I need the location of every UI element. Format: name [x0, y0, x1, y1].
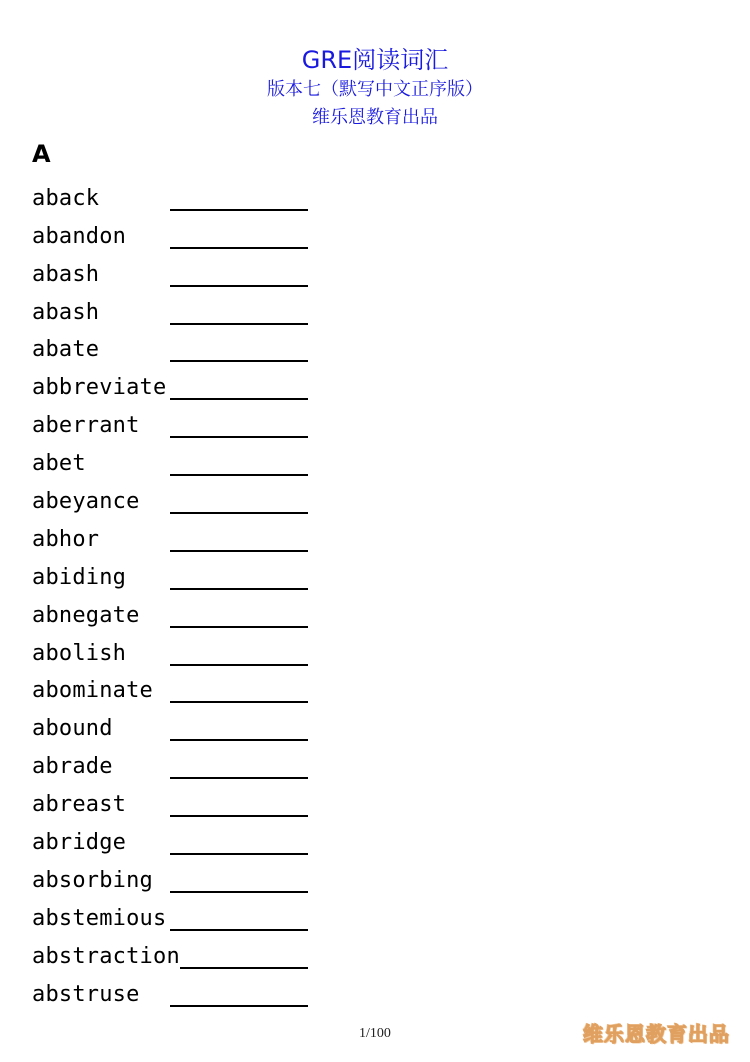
- watermark-logo: 维乐恩教育出品: [583, 1022, 730, 1046]
- answer-blank-line: [170, 246, 308, 249]
- answer-blank-line: [170, 776, 308, 779]
- answer-blank-line: [170, 738, 308, 741]
- vocabulary-row: [32, 404, 308, 442]
- vocabulary-row: [32, 935, 308, 973]
- vocabulary-word: abnegate: [32, 602, 140, 628]
- vocabulary-row: [32, 670, 308, 708]
- answer-blank-line: [170, 700, 308, 703]
- section-letter: A: [32, 140, 51, 168]
- answer-blank-line: [170, 625, 308, 628]
- document-subtitle: 版本七（默写中文正序版）: [267, 79, 483, 100]
- answer-blank-line: [170, 928, 308, 931]
- vocabulary-word: abreast: [32, 792, 127, 818]
- vocabulary-word: abolish: [32, 640, 127, 666]
- vocabulary-row: [32, 177, 308, 215]
- vocabulary-row: [32, 329, 308, 367]
- vocabulary-word: abbreviate: [32, 375, 167, 401]
- vocabulary-row: [32, 897, 308, 935]
- answer-blank-line: [170, 549, 308, 552]
- answer-blank-line: [170, 359, 308, 362]
- answer-blank-line: [170, 397, 308, 400]
- answer-blank-line: [170, 435, 308, 438]
- document-title: GRE阅读词汇: [301, 46, 449, 74]
- answer-blank-line: [170, 1004, 308, 1007]
- answer-blank-line: [170, 284, 308, 287]
- answer-blank-line: [170, 663, 308, 666]
- answer-blank-line: [170, 814, 308, 817]
- answer-blank-line: [170, 890, 308, 893]
- vocabulary-row: [32, 821, 308, 859]
- vocabulary-word: abate: [32, 337, 100, 363]
- vocabulary-row: [32, 480, 308, 518]
- document-publisher: 维乐恩教育出品: [312, 107, 438, 128]
- answer-blank-line: [170, 208, 308, 211]
- page-number: 1/100: [359, 1026, 391, 1041]
- answer-blank-line: [170, 322, 308, 325]
- vocabulary-word: abiding: [32, 564, 127, 590]
- vocabulary-row: [32, 745, 308, 783]
- vocabulary-word: abstraction: [32, 943, 180, 969]
- vocabulary-word: absorbing: [32, 867, 154, 893]
- vocabulary-word: aberrant: [32, 413, 140, 439]
- vocabulary-row: [32, 594, 308, 632]
- vocabulary-word: abeyance: [32, 489, 140, 515]
- vocabulary-word: abhor: [32, 526, 100, 552]
- vocabulary-row: [32, 783, 308, 821]
- vocabulary-row: [32, 859, 308, 897]
- answer-blank-line: [170, 587, 308, 590]
- vocabulary-word: abandon: [32, 223, 127, 249]
- document-header: [0, 44, 750, 132]
- vocabulary-list: [32, 177, 308, 1011]
- vocabulary-row: [32, 291, 308, 329]
- vocabulary-row: [32, 253, 308, 291]
- answer-blank-line: [170, 852, 308, 855]
- vocabulary-word: abstruse: [32, 981, 140, 1007]
- vocabulary-row: [32, 973, 308, 1011]
- vocabulary-word: abstemious: [32, 905, 167, 931]
- answer-blank-line: [180, 966, 308, 969]
- vocabulary-row: [32, 632, 308, 670]
- vocabulary-word: abash: [32, 299, 100, 325]
- vocabulary-row: [32, 366, 308, 404]
- answer-blank-line: [170, 511, 308, 514]
- vocabulary-word: abrade: [32, 754, 113, 780]
- vocabulary-row: [32, 556, 308, 594]
- vocabulary-row: [32, 518, 308, 556]
- vocabulary-word: aback: [32, 185, 100, 211]
- vocabulary-row: [32, 215, 308, 253]
- answer-blank-line: [170, 473, 308, 476]
- vocabulary-word: abominate: [32, 678, 154, 704]
- vocabulary-word: abet: [32, 451, 86, 477]
- vocabulary-row: [32, 442, 308, 480]
- vocabulary-word: abash: [32, 261, 100, 287]
- vocabulary-row: [32, 707, 308, 745]
- vocabulary-word: abound: [32, 716, 113, 742]
- vocabulary-word: abridge: [32, 830, 127, 856]
